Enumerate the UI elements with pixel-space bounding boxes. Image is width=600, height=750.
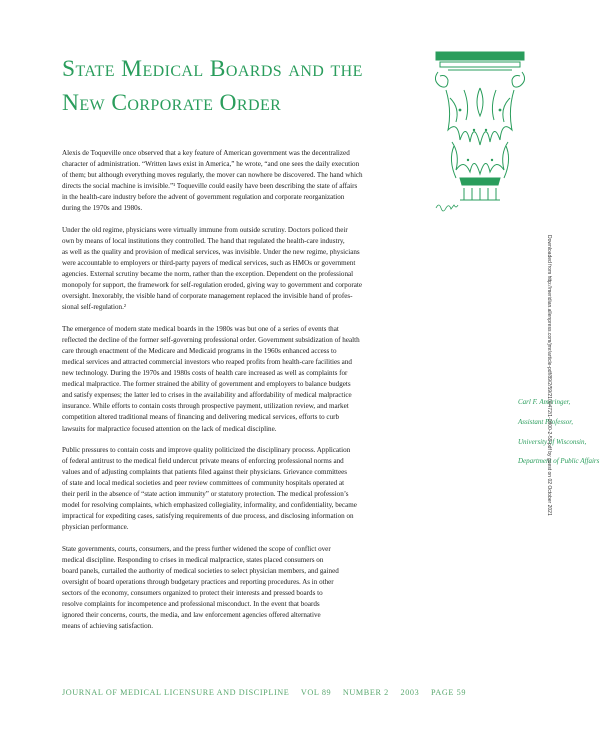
- text-line: resolve complaints for incompetence and professional misconduct. In the event that boards: [62, 600, 320, 609]
- text-line: medical discipline. Responding to crises in medical malpractice, states placed consumers on: [62, 555, 324, 564]
- text-line: Public pressures to contain costs and improve quality politicized the disciplinary process. Application: [62, 445, 351, 454]
- author-name: Carl F. Ameringer,: [518, 398, 571, 406]
- text-line: of federal antitrust to the medical field undercut private means of enforcing professional norms and: [62, 456, 344, 465]
- text-line: care through enactment of the Medicare and Medicaid programs in the 1960s enhanced access to: [62, 346, 337, 355]
- text-line: The emergence of modern state medical boards in the 1980s was but one of a series of events that: [62, 324, 339, 333]
- text-line: Alexis de Toqueville once observed that a key feature of American government was the decentralized: [62, 149, 350, 157]
- author-institution: University of Wisconsin,: [518, 437, 587, 446]
- paragraph-3: [62, 324, 504, 435]
- text-line: new technology. During the 1970s and 1980s costs of health care increased as well as complaints for: [62, 369, 348, 378]
- text-line: Under the old regime, physicians were virtually immune from outside scrutiny. Doctors policed their: [62, 225, 348, 234]
- author-role: Assistant Professor,: [518, 417, 573, 426]
- author-info: [518, 393, 600, 472]
- footer-page: PAGE 59: [430, 688, 467, 697]
- text-line: were accountable to employers or third-party payers of medical services, such as HMOs or government: [62, 259, 356, 268]
- text-line: values and of adjusting complaints that patients filed against their physicians. Grievance committees: [62, 468, 348, 476]
- text-line: agencies. External scrutiny became the norm, rather than the exception. Dependent on the professional: [62, 270, 354, 279]
- text-line: model for resolving complaints, which emphasized collegiality, informality, and confidentiality, became: [62, 501, 357, 510]
- footer-year: 2003: [400, 688, 420, 697]
- text-line: of state and local medical societies and peer review committees of community hospitals operated at: [62, 479, 345, 488]
- download-notice-text: Downloaded from http://meridian.allenpress.com/jmr/article-pdf/89/2/59/2100472/1-0800-2-59.pdf by guest on 02 October 2021: [546, 235, 552, 516]
- text-line: medical malpractice. The former strained the ability of government and employers to balance budgets: [62, 380, 351, 389]
- text-line: lawsuits for malpractice focused attention on the lack of medical discipline.: [62, 424, 277, 433]
- text-line: oversight. Inexorably, the visible hand of corporate management replaced the invisible hand of profes-: [62, 292, 353, 301]
- text-line: means of achieving satisfaction.: [62, 622, 154, 631]
- text-line: State governments, courts, consumers, and the press further widened the scope of conflict over: [62, 544, 331, 553]
- page-footer: [62, 688, 542, 697]
- paragraph-4: [62, 445, 504, 534]
- author-department: Department of Public Affairs: [518, 457, 600, 466]
- paragraph-2: [62, 225, 504, 314]
- text-line: as well as the quality and provision of medical services, was invisible. Under the new regime, physicians: [62, 247, 360, 256]
- text-line: insurance. While efforts to contain costs through prospective payment, utilization review, and market: [62, 402, 349, 411]
- text-line: monopoly for support, the framework for self-regulation eroded, giving way to government and corporate: [62, 281, 363, 290]
- text-line: own by means of local institutions they controlled. The hand that regulated the health-care industry,: [62, 236, 345, 245]
- article-title: [62, 52, 422, 120]
- footer-journal: JOURNAL OF MEDICAL LICENSURE AND DISCIPLINE: [62, 688, 290, 697]
- text-line: impractical for expediting cases, satisfying requirements of due process, and disclosing information on: [62, 512, 354, 521]
- text-line: physician performance.: [62, 523, 129, 532]
- title-line-2: New Corporate Order: [62, 90, 282, 116]
- paragraph-5: [62, 544, 504, 633]
- footer-number: NUMBER 2: [342, 688, 389, 697]
- text-line: ignored their concerns, courts, the media, and law enforcement agencies offered alternative: [62, 611, 321, 620]
- text-line: medical services and attracted commercial investors who reaped profits from health-care facilities and: [62, 357, 352, 366]
- text-line: reflected the decline of the former self-governing professional order. Government subsidization of health: [62, 335, 360, 344]
- text-line: and satisfy expenses; the latter led to crises in the availability and affordability of medical malpractice: [62, 391, 352, 400]
- text-line: sectors of the economy, consumers organized to protect their interests and pressed boards to: [62, 589, 323, 598]
- text-line: of them; but although everything moves regularly, the mover can nowhere be discovered. The hand which: [62, 171, 363, 180]
- title-line-1: State Medical Boards and the: [62, 56, 363, 82]
- text-line: oversight of board operations through budgetary practices and reporting procedures. As in other: [62, 578, 334, 587]
- text-line: their peril in the absence of “state action immunity” or statutory protection. The medical profession’s: [62, 490, 349, 499]
- text-line: directs the social machine is invisible.”¹ Toqueville could easily have been describing the state of affairs: [62, 182, 358, 191]
- article-body: [62, 148, 504, 643]
- text-line: character of administration. “Written laws exist in America,” he wrote, “and one sees the daily execution: [62, 160, 360, 169]
- text-line: competition altered traditional means of financing and delivering medical services, efforts to curb: [62, 413, 340, 422]
- footer-volume: VOL 89: [300, 688, 332, 697]
- text-line: sional self-regulation.²: [62, 303, 126, 312]
- download-notice: [545, 235, 555, 565]
- text-line: during the 1970s and 1980s.: [62, 204, 143, 213]
- text-line: board panels, curtailed the authority of medical societies to select physician members, and gained: [62, 566, 339, 575]
- paragraph-1: [62, 148, 504, 215]
- text-line: in the health-care industry before the advent of government regulation and corporate reorganization: [62, 193, 345, 202]
